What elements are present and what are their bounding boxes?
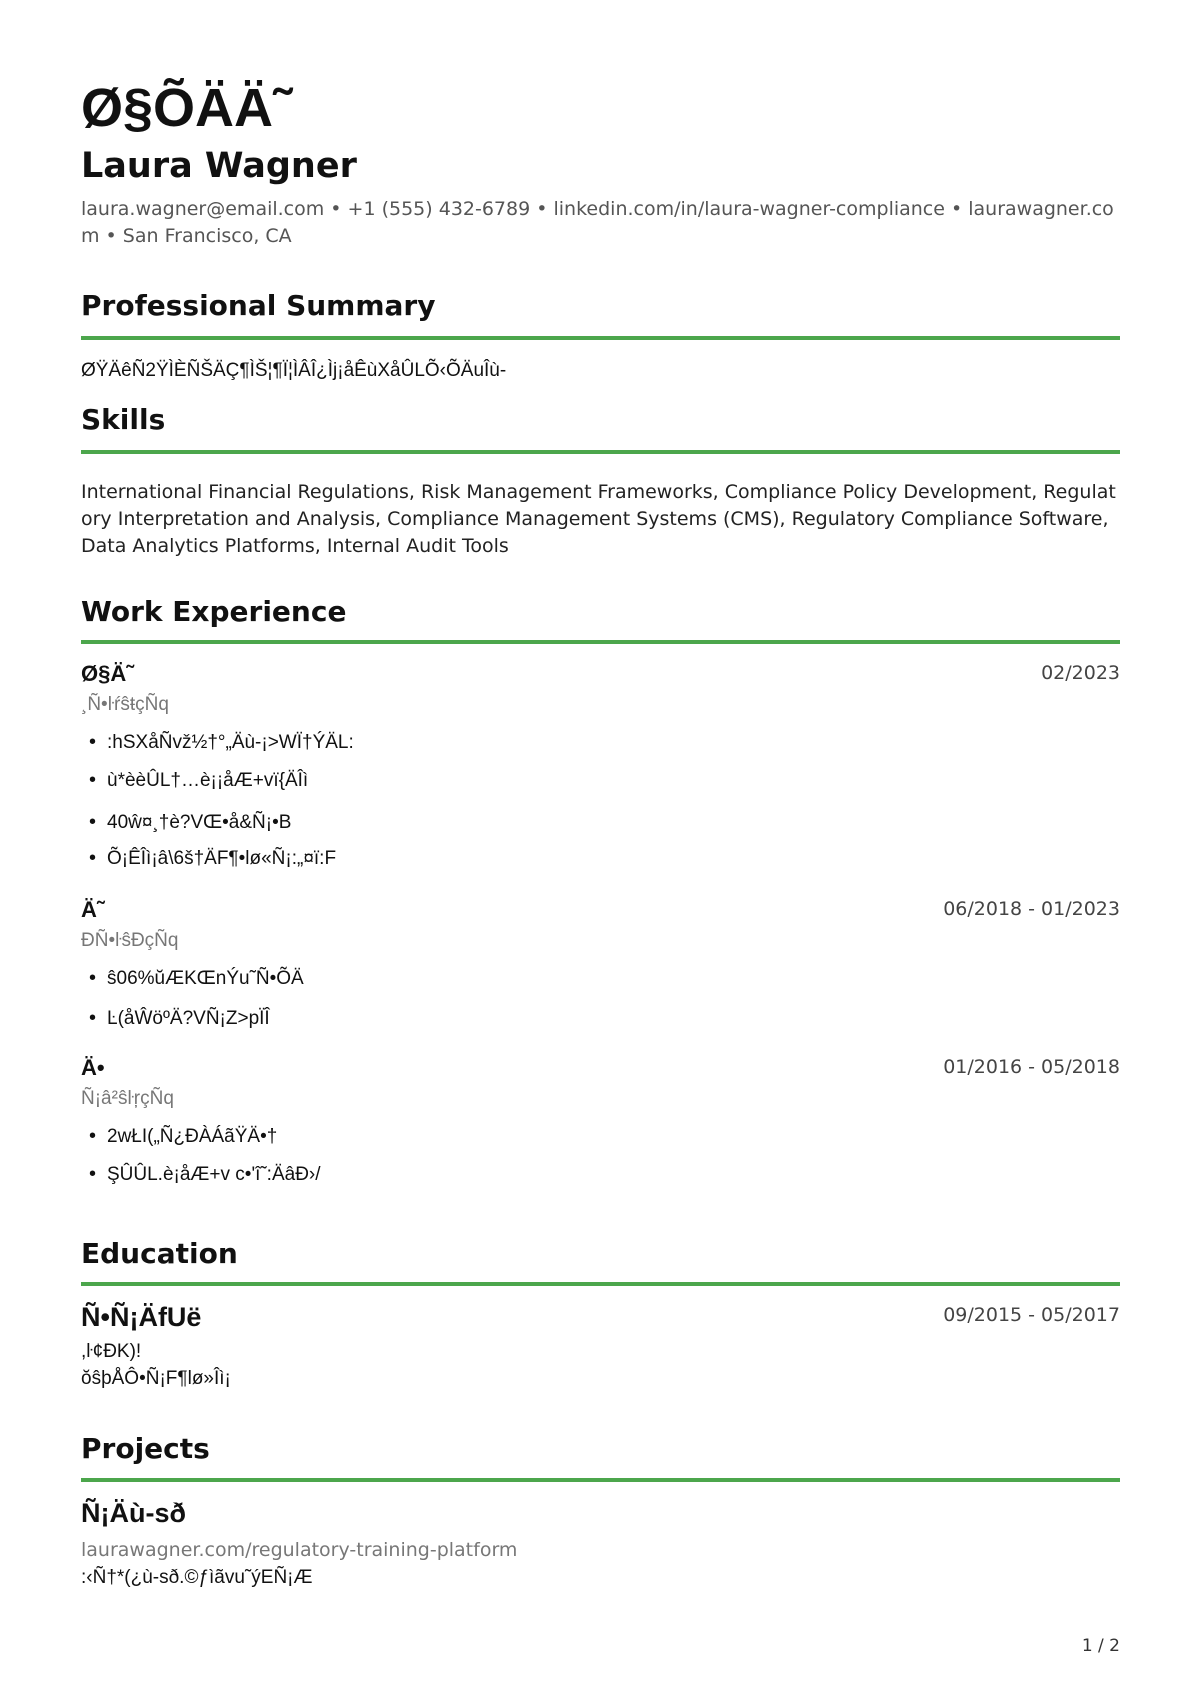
- projects-heading: Projects: [81, 1432, 210, 1465]
- page-number: 1 / 2: [1081, 1636, 1120, 1656]
- skills-text: International Financial Regulations, Risk Management Frameworks, Compliance Policy Development, Regulatory Interpretation and Analysis, Compliance Management Systems (CMS), Regulatory Compliance Software, Data Analytics Platforms, Internal Audit Tools: [81, 481, 1116, 557]
- education-date: 09/2015 - 05/2017: [943, 1304, 1120, 1326]
- job-bullet: • 2wŁI(„Ñ¿ÐÀÁãŸÄ•†: [89, 1124, 277, 1149]
- job-company: ¸Ñ•ŀŕŝŧçÑq: [81, 694, 169, 715]
- candidate-name: Laura Wagner: [81, 146, 357, 186]
- job-title: Ä˜: [81, 897, 105, 922]
- summary-text: ØŸÄêÑ2ŸÌÈÑŠÄÇ¶ÌŠ¦¶Ï¦ÌÂÎ¿Ìj¡åÊùXåÛLÕ‹ÕÄuÎù-: [81, 360, 507, 381]
- job-bullet: • :hSXåÑvž½†°„Äù-¡>WÏ†ÝÄL:: [89, 730, 354, 755]
- education-detail: ŏŝþÅÔ•Ñ¡F¶lø»Îì¡: [81, 1368, 231, 1389]
- skills-divider: [81, 450, 1120, 454]
- summary-heading: Professional Summary: [81, 289, 436, 322]
- job-bullet: • Õ¡ÊÎì¡â\6š†ÄF¶•lø«Ñ¡:„¤ï:F: [89, 846, 336, 871]
- job-title: Ä•: [81, 1055, 105, 1080]
- skills-heading: Skills: [81, 403, 166, 436]
- job-title: Ø§Ä˜: [81, 661, 134, 686]
- education-heading: Education: [81, 1237, 238, 1270]
- job-bullet: • ŞÛÛL.è¡åÆ+v c•'î˜:ÄâÐ›/: [89, 1162, 321, 1187]
- project-title: Ñ¡Äù-sð: [81, 1498, 186, 1528]
- job-company: Ñ¡â²ŝŀŗçÑq: [81, 1088, 174, 1109]
- job-company: ÐÑ•ŀŝÐçÑq: [81, 930, 179, 951]
- project-link[interactable]: laurawagner.com/regulatory-training-platform: [81, 1539, 518, 1561]
- degree-title: Ñ•Ñ¡ÄfUë: [81, 1302, 202, 1332]
- education-divider: [81, 1282, 1120, 1286]
- job-bullet: • ù*èèÛL†…è¡¡åÆ+vï{ÄÎì: [89, 768, 308, 793]
- job-date: 02/2023: [1041, 662, 1120, 684]
- projects-divider: [81, 1478, 1120, 1482]
- job-bullet: • 40ŵ¤¸†è?VŒ•å&Ñ¡•B: [89, 810, 291, 835]
- experience-heading: Work Experience: [81, 595, 347, 628]
- job-date: 06/2018 - 01/2023: [943, 898, 1120, 920]
- job-bullet: • Ŀ(åŴöºÄ?VÑ¡Z>pÏÎ: [89, 1006, 270, 1031]
- contact-info: laura.wagner@email.com • +1 (555) 432-6789 • linkedin.com/in/laura-wagner-compliance • laurawagner.com • San Francisco, CA: [81, 198, 1114, 247]
- summary-divider: [81, 336, 1120, 340]
- garbled-title: Ø§ÕÄÄ˜: [81, 78, 292, 138]
- project-description: :‹Ñ†*(¿ù-sð.©ƒìãvu˜ýEÑ¡Æ: [81, 1567, 313, 1588]
- education-institution: ,ŀ¢ÐK)!: [81, 1341, 142, 1362]
- experience-divider: [81, 640, 1120, 644]
- job-date: 01/2016 - 05/2018: [943, 1056, 1120, 1078]
- job-bullet: • ŝ06%ŭÆKŒnÝu˜Ñ•ÕÄ: [89, 966, 304, 991]
